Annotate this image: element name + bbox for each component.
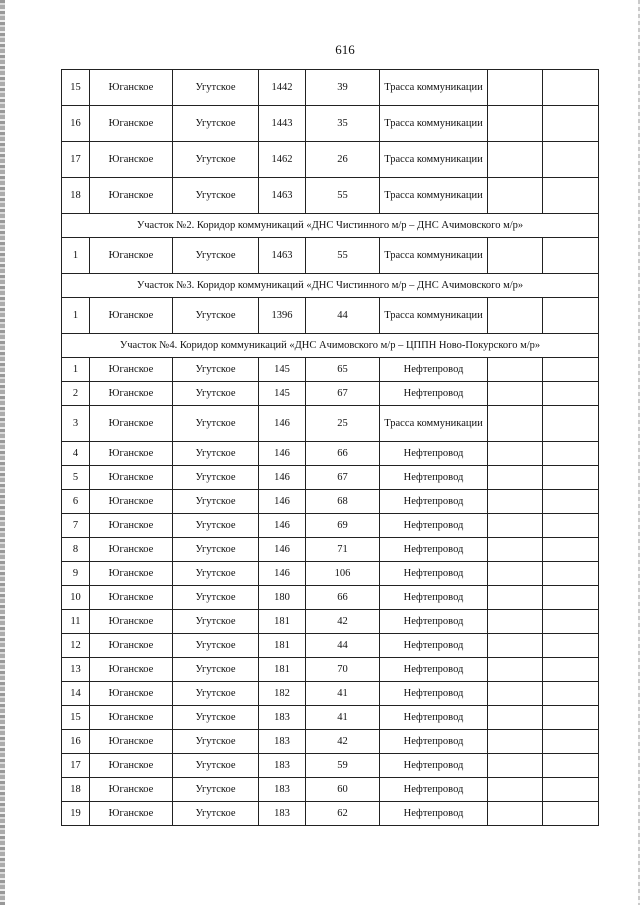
cell-block: 1443 <box>259 106 306 142</box>
cell-forestry: Угутское <box>173 298 259 334</box>
cell-block: 1463 <box>259 238 306 274</box>
cell-purpose: Нефтепровод <box>380 442 488 466</box>
cell-empty <box>488 706 543 730</box>
cell-block: 183 <box>259 706 306 730</box>
cell-purpose: Нефтепровод <box>380 658 488 682</box>
cell-block: 1463 <box>259 178 306 214</box>
cell-forestry: Угутское <box>173 634 259 658</box>
table-row <box>62 634 599 658</box>
cell-number: 12 <box>62 634 90 658</box>
forest-plots-table <box>61 69 599 826</box>
cell-district: Юганское <box>90 730 173 754</box>
cell-district: Юганское <box>90 562 173 586</box>
cell-purpose: Нефтепровод <box>380 610 488 634</box>
cell-block: 183 <box>259 730 306 754</box>
cell-empty <box>543 682 599 706</box>
cell-number: 18 <box>62 778 90 802</box>
cell-empty <box>543 142 599 178</box>
table-row <box>62 514 599 538</box>
cell-block: 146 <box>259 562 306 586</box>
cell-plot: 67 <box>306 466 380 490</box>
cell-empty <box>488 490 543 514</box>
cell-plot: 71 <box>306 538 380 562</box>
cell-plot: 69 <box>306 514 380 538</box>
table-row <box>62 106 599 142</box>
cell-empty <box>543 106 599 142</box>
section-header-row <box>62 214 599 238</box>
cell-plot: 35 <box>306 106 380 142</box>
cell-district: Юганское <box>90 298 173 334</box>
cell-number: 17 <box>62 142 90 178</box>
table-row <box>62 778 599 802</box>
cell-plot: 44 <box>306 634 380 658</box>
cell-purpose: Нефтепровод <box>380 682 488 706</box>
cell-purpose: Трасса коммуникации <box>380 238 488 274</box>
table-row <box>62 178 599 214</box>
cell-district: Юганское <box>90 358 173 382</box>
cell-empty <box>488 238 543 274</box>
cell-plot: 66 <box>306 586 380 610</box>
cell-purpose: Нефтепровод <box>380 586 488 610</box>
table-row <box>62 562 599 586</box>
cell-forestry: Угутское <box>173 682 259 706</box>
cell-empty <box>543 610 599 634</box>
cell-forestry: Угутское <box>173 754 259 778</box>
cell-district: Юганское <box>90 382 173 406</box>
cell-block: 183 <box>259 754 306 778</box>
cell-purpose: Трасса коммуникации <box>380 142 488 178</box>
table-row <box>62 442 599 466</box>
cell-district: Юганское <box>90 538 173 562</box>
table-row <box>62 382 599 406</box>
cell-empty <box>488 778 543 802</box>
cell-purpose: Нефтепровод <box>380 514 488 538</box>
table-row <box>62 730 599 754</box>
cell-plot: 60 <box>306 778 380 802</box>
cell-plot: 65 <box>306 358 380 382</box>
cell-empty <box>488 586 543 610</box>
cell-plot: 106 <box>306 562 380 586</box>
cell-district: Юганское <box>90 658 173 682</box>
cell-forestry: Угутское <box>173 778 259 802</box>
cell-forestry: Угутское <box>173 562 259 586</box>
cell-empty <box>543 490 599 514</box>
cell-purpose: Нефтепровод <box>380 706 488 730</box>
cell-district: Юганское <box>90 70 173 106</box>
table-row <box>62 802 599 826</box>
cell-district: Юганское <box>90 634 173 658</box>
cell-block: 1396 <box>259 298 306 334</box>
cell-block: 181 <box>259 658 306 682</box>
cell-block: 183 <box>259 802 306 826</box>
table-row <box>62 298 599 334</box>
cell-empty <box>543 406 599 442</box>
cell-block: 146 <box>259 442 306 466</box>
cell-empty <box>488 466 543 490</box>
cell-number: 19 <box>62 802 90 826</box>
cell-block: 181 <box>259 610 306 634</box>
section-header-row <box>62 334 599 358</box>
table-row <box>62 142 599 178</box>
cell-purpose: Нефтепровод <box>380 562 488 586</box>
cell-purpose: Трасса коммуникации <box>380 70 488 106</box>
cell-block: 180 <box>259 586 306 610</box>
cell-district: Юганское <box>90 238 173 274</box>
cell-forestry: Угутское <box>173 358 259 382</box>
cell-block: 1462 <box>259 142 306 178</box>
cell-plot: 41 <box>306 682 380 706</box>
cell-empty <box>543 634 599 658</box>
cell-empty <box>488 802 543 826</box>
cell-purpose: Нефтепровод <box>380 358 488 382</box>
cell-number: 4 <box>62 442 90 466</box>
cell-number: 15 <box>62 706 90 730</box>
cell-purpose: Нефтепровод <box>380 730 488 754</box>
cell-purpose: Нефтепровод <box>380 538 488 562</box>
cell-district: Юганское <box>90 682 173 706</box>
cell-forestry: Угутское <box>173 178 259 214</box>
cell-purpose: Нефтепровод <box>380 802 488 826</box>
cell-forestry: Угутское <box>173 238 259 274</box>
cell-district: Юганское <box>90 442 173 466</box>
cell-empty <box>543 778 599 802</box>
cell-empty <box>543 586 599 610</box>
cell-forestry: Угутское <box>173 658 259 682</box>
cell-number: 14 <box>62 682 90 706</box>
cell-purpose: Трасса коммуникации <box>380 178 488 214</box>
cell-forestry: Угутское <box>173 802 259 826</box>
cell-empty <box>488 442 543 466</box>
cell-number: 9 <box>62 562 90 586</box>
cell-forestry: Угутское <box>173 142 259 178</box>
cell-empty <box>488 106 543 142</box>
cell-number: 2 <box>62 382 90 406</box>
cell-empty <box>543 538 599 562</box>
cell-empty <box>543 754 599 778</box>
cell-empty <box>488 298 543 334</box>
cell-block: 145 <box>259 382 306 406</box>
table-row <box>62 538 599 562</box>
cell-empty <box>543 802 599 826</box>
cell-district: Юганское <box>90 778 173 802</box>
cell-empty <box>543 442 599 466</box>
cell-block: 146 <box>259 406 306 442</box>
cell-plot: 68 <box>306 490 380 514</box>
cell-empty <box>488 658 543 682</box>
cell-district: Юганское <box>90 706 173 730</box>
table-row <box>62 238 599 274</box>
cell-forestry: Угутское <box>173 730 259 754</box>
cell-number: 5 <box>62 466 90 490</box>
cell-purpose: Нефтепровод <box>380 634 488 658</box>
cell-empty <box>488 610 543 634</box>
cell-plot: 26 <box>306 142 380 178</box>
cell-empty <box>488 70 543 106</box>
section-title: Участок №3. Коридор коммуникаций «ДНС Чистинного м/р – ДНС Ачимовского м/р» <box>62 274 599 298</box>
table-row <box>62 70 599 106</box>
cell-forestry: Угутское <box>173 610 259 634</box>
table-row <box>62 406 599 442</box>
cell-district: Юганское <box>90 406 173 442</box>
cell-district: Юганское <box>90 586 173 610</box>
cell-empty <box>488 178 543 214</box>
cell-empty <box>543 466 599 490</box>
cell-district: Юганское <box>90 490 173 514</box>
cell-number: 1 <box>62 298 90 334</box>
cell-empty <box>543 178 599 214</box>
cell-purpose: Трасса коммуникации <box>380 406 488 442</box>
cell-empty <box>543 658 599 682</box>
table-row <box>62 682 599 706</box>
cell-block: 146 <box>259 514 306 538</box>
cell-block: 182 <box>259 682 306 706</box>
table-row <box>62 466 599 490</box>
cell-forestry: Угутское <box>173 538 259 562</box>
cell-empty <box>543 730 599 754</box>
table-row <box>62 706 599 730</box>
cell-block: 181 <box>259 634 306 658</box>
cell-empty <box>488 142 543 178</box>
cell-forestry: Угутское <box>173 514 259 538</box>
cell-empty <box>488 538 543 562</box>
cell-number: 18 <box>62 178 90 214</box>
table-row <box>62 658 599 682</box>
cell-purpose: Нефтепровод <box>380 382 488 406</box>
cell-forestry: Угутское <box>173 382 259 406</box>
cell-block: 1442 <box>259 70 306 106</box>
cell-forestry: Угутское <box>173 406 259 442</box>
cell-plot: 41 <box>306 706 380 730</box>
table-row <box>62 610 599 634</box>
scan-edge-left <box>0 0 5 905</box>
table-row <box>62 586 599 610</box>
cell-forestry: Угутское <box>173 706 259 730</box>
cell-number: 7 <box>62 514 90 538</box>
cell-empty <box>488 682 543 706</box>
cell-block: 146 <box>259 538 306 562</box>
cell-forestry: Угутское <box>173 466 259 490</box>
cell-empty <box>543 298 599 334</box>
cell-empty <box>543 514 599 538</box>
section-title: Участок №2. Коридор коммуникаций «ДНС Чистинного м/р – ДНС Ачимовского м/р» <box>62 214 599 238</box>
cell-plot: 39 <box>306 70 380 106</box>
cell-block: 146 <box>259 490 306 514</box>
table-row <box>62 754 599 778</box>
cell-number: 13 <box>62 658 90 682</box>
cell-forestry: Угутское <box>173 442 259 466</box>
table-row <box>62 490 599 514</box>
cell-forestry: Угутское <box>173 490 259 514</box>
cell-empty <box>488 514 543 538</box>
cell-empty <box>543 358 599 382</box>
cell-plot: 44 <box>306 298 380 334</box>
cell-plot: 67 <box>306 382 380 406</box>
cell-number: 15 <box>62 70 90 106</box>
cell-number: 11 <box>62 610 90 634</box>
cell-empty <box>543 382 599 406</box>
table-body <box>62 70 599 826</box>
cell-block: 145 <box>259 358 306 382</box>
cell-plot: 62 <box>306 802 380 826</box>
cell-purpose: Нефтепровод <box>380 490 488 514</box>
cell-plot: 55 <box>306 238 380 274</box>
cell-purpose: Трасса коммуникации <box>380 106 488 142</box>
cell-empty <box>488 406 543 442</box>
section-title: Участок №4. Коридор коммуникаций «ДНС Ачимовского м/р – ЦППН Ново-Покурского м/р» <box>62 334 599 358</box>
cell-empty <box>488 730 543 754</box>
cell-block: 146 <box>259 466 306 490</box>
cell-district: Юганское <box>90 802 173 826</box>
cell-number: 1 <box>62 238 90 274</box>
cell-empty <box>488 562 543 586</box>
cell-plot: 59 <box>306 754 380 778</box>
cell-plot: 66 <box>306 442 380 466</box>
cell-empty <box>488 634 543 658</box>
cell-district: Юганское <box>90 466 173 490</box>
cell-empty <box>543 562 599 586</box>
page-number: 616 <box>335 42 355 57</box>
cell-number: 17 <box>62 754 90 778</box>
cell-purpose: Нефтепровод <box>380 778 488 802</box>
cell-forestry: Угутское <box>173 586 259 610</box>
cell-district: Юганское <box>90 106 173 142</box>
cell-district: Юганское <box>90 754 173 778</box>
cell-number: 16 <box>62 106 90 142</box>
cell-number: 3 <box>62 406 90 442</box>
cell-block: 183 <box>259 778 306 802</box>
cell-purpose: Трасса коммуникации <box>380 298 488 334</box>
cell-empty <box>543 706 599 730</box>
cell-number: 8 <box>62 538 90 562</box>
cell-empty <box>488 382 543 406</box>
cell-plot: 55 <box>306 178 380 214</box>
cell-purpose: Нефтепровод <box>380 754 488 778</box>
cell-plot: 42 <box>306 730 380 754</box>
cell-empty <box>488 754 543 778</box>
cell-number: 6 <box>62 490 90 514</box>
cell-number: 16 <box>62 730 90 754</box>
cell-empty <box>488 358 543 382</box>
cell-plot: 25 <box>306 406 380 442</box>
cell-plot: 42 <box>306 610 380 634</box>
cell-number: 10 <box>62 586 90 610</box>
cell-forestry: Угутское <box>173 106 259 142</box>
section-header-row <box>62 274 599 298</box>
cell-district: Юганское <box>90 178 173 214</box>
cell-empty <box>543 70 599 106</box>
cell-district: Юганское <box>90 142 173 178</box>
cell-district: Юганское <box>90 610 173 634</box>
cell-purpose: Нефтепровод <box>380 466 488 490</box>
table-row <box>62 358 599 382</box>
cell-plot: 70 <box>306 658 380 682</box>
cell-number: 1 <box>62 358 90 382</box>
cell-forestry: Угутское <box>173 70 259 106</box>
cell-district: Юганское <box>90 514 173 538</box>
cell-empty <box>543 238 599 274</box>
